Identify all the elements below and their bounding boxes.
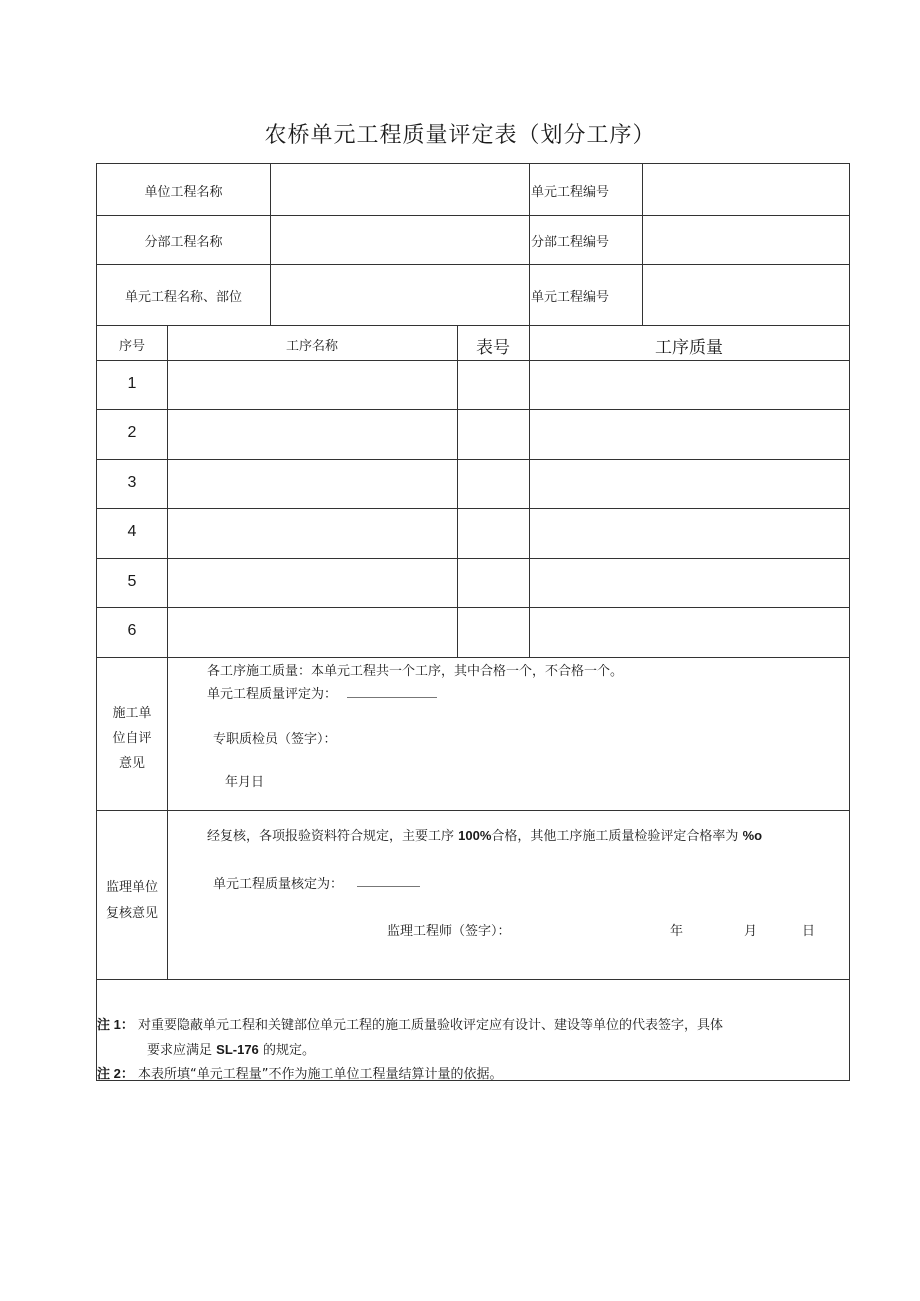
unit-project-name-label: 单位工程名称 xyxy=(144,185,223,200)
row-number: 6 xyxy=(127,622,137,639)
contractor-label-line1: 施工单 xyxy=(112,706,152,721)
supervisor-month: 月 xyxy=(744,924,758,939)
supervisor-label-line1: 监理单位 xyxy=(105,880,158,895)
row-number: 3 xyxy=(127,474,137,491)
contractor-summary: 各工序施工质量：本单元工程共一个工序，其中合格一个，不合格一个。 xyxy=(207,664,624,679)
element-name-part-label: 单元工程名称、部位 xyxy=(124,290,242,305)
contractor-label-line3: 意见 xyxy=(118,756,145,771)
evaluation-table xyxy=(96,163,850,1081)
row-number: 1 xyxy=(127,375,137,392)
unit-element-code-label: 单元工程编号 xyxy=(531,185,610,200)
inspector-signature: 专职质检员（签字）： xyxy=(213,732,337,747)
note-1-continued: 要求应满足 SL-176 的规定。 xyxy=(147,1042,315,1058)
note-1: 注 1： 对重要隐蔽单元工程和关键部位单元工程的施工质量验收评定应有设计、建设等单位的代表签字，具体 xyxy=(97,1017,723,1033)
col-seq: 序号 xyxy=(118,339,145,354)
unit-element-code-label-2: 单元工程编号 xyxy=(531,290,610,305)
contractor-date: 年月日 xyxy=(225,775,265,790)
division-code-label: 分部工程编号 xyxy=(531,235,610,250)
row-number: 5 xyxy=(127,573,137,590)
contractor-rating-blank xyxy=(347,697,437,698)
supervisor-label-line2: 复核意见 xyxy=(105,906,158,921)
col-process-name: 工序名称 xyxy=(285,339,338,354)
supervisor-review: 经复核，各项报验资料符合规定，主要工序 100%合格，其他工序施工质量检验评定合格率为 %o xyxy=(207,828,763,844)
page-title: 农桥单元工程质量评定表（划分工序） xyxy=(264,123,656,148)
row-number: 4 xyxy=(127,523,137,540)
note-2: 注 2： 本表所填“单元工程量”不作为施工单位工程量结算计量的依据。 xyxy=(97,1066,503,1082)
col-process-quality: 工序质量 xyxy=(655,338,723,358)
contractor-rating: 单元工程质量评定为： xyxy=(207,687,338,702)
row-number: 2 xyxy=(127,424,137,441)
engineer-signature: 监理工程师（签字）： xyxy=(387,924,511,939)
division-name-label: 分部工程名称 xyxy=(144,235,223,250)
contractor-label-line2: 位自评 xyxy=(112,731,152,746)
col-form-no: 表号 xyxy=(476,338,510,358)
supervisor-day: 日 xyxy=(802,924,816,939)
supervisor-verify-blank xyxy=(357,886,420,887)
supervisor-year: 年 xyxy=(670,924,684,939)
supervisor-verify: 单元工程质量核定为： xyxy=(213,877,344,892)
